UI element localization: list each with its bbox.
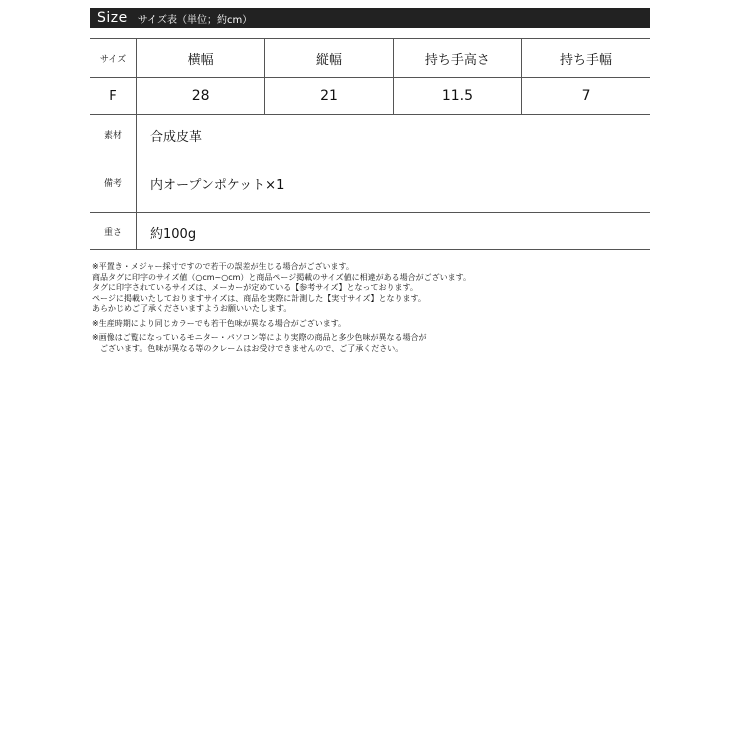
- size-value: 28: [137, 78, 265, 115]
- column-header: 縦幅: [265, 39, 393, 78]
- notes-production: [92, 319, 652, 330]
- header-title: Size: [97, 10, 128, 26]
- note-line: 商品タグに印字のサイズ値（○cm~○cm）と商品ページ掲載のサイズ値に相違がある場合がございます。: [92, 272, 471, 282]
- size-value: 7: [522, 78, 650, 115]
- note-line: ございます。色味が異なる等のクレームはお受けできませんので、ご了承ください。: [92, 343, 404, 353]
- notes-section: [92, 262, 652, 358]
- header-subtitle: サイズ表（単位；約cm）: [137, 14, 253, 26]
- size-table: [90, 38, 650, 115]
- note-line: あらかじめご了承くださいますようお願いいたします。: [92, 304, 292, 313]
- size-header-bar: [90, 8, 650, 28]
- note-line: ※画像はご覧になっているモニター・パソコン等により実際の商品と多少色味が異なる場合が: [92, 333, 427, 342]
- note-line: ページに掲載いたしておりますサイズは、商品を実際に計測した【実寸サイズ】となります。: [92, 293, 426, 303]
- size-table-header-row: [90, 39, 650, 78]
- size-row-label: F: [90, 78, 137, 115]
- notes-measurement: [92, 262, 652, 315]
- column-header: 持ち手幅: [522, 39, 650, 78]
- note-line: ※平置き・メジャー採寸ですので若干の誤差が生じる場合がございます。: [92, 262, 354, 271]
- remarks-value: 内オープンポケット×1: [150, 178, 285, 193]
- column-header: 横幅: [137, 39, 265, 78]
- material-label: 素材: [103, 131, 122, 141]
- material-value: 合成皮革: [150, 130, 203, 145]
- note-line: タグに印字されているサイズは、メーカーが定めている【参考サイズ】となっております。: [92, 283, 418, 292]
- note-line: ※生産時期により同じカラーでも若干色味が異なる場合がございます。: [92, 318, 347, 328]
- remarks-label: 備考: [103, 179, 122, 189]
- size-corner-label: サイズ: [90, 39, 137, 78]
- size-table-row: [90, 78, 650, 115]
- notes-monitor: [92, 333, 652, 354]
- column-header: 持ち手高さ: [393, 39, 521, 78]
- product-info-section: [90, 114, 650, 250]
- size-value: 11.5: [393, 78, 521, 115]
- weight-block: [90, 213, 650, 249]
- material-remarks-block: [90, 114, 650, 213]
- size-value: 21: [265, 78, 393, 115]
- weight-label: 重さ: [103, 228, 122, 238]
- weight-value: 約100g: [150, 227, 197, 242]
